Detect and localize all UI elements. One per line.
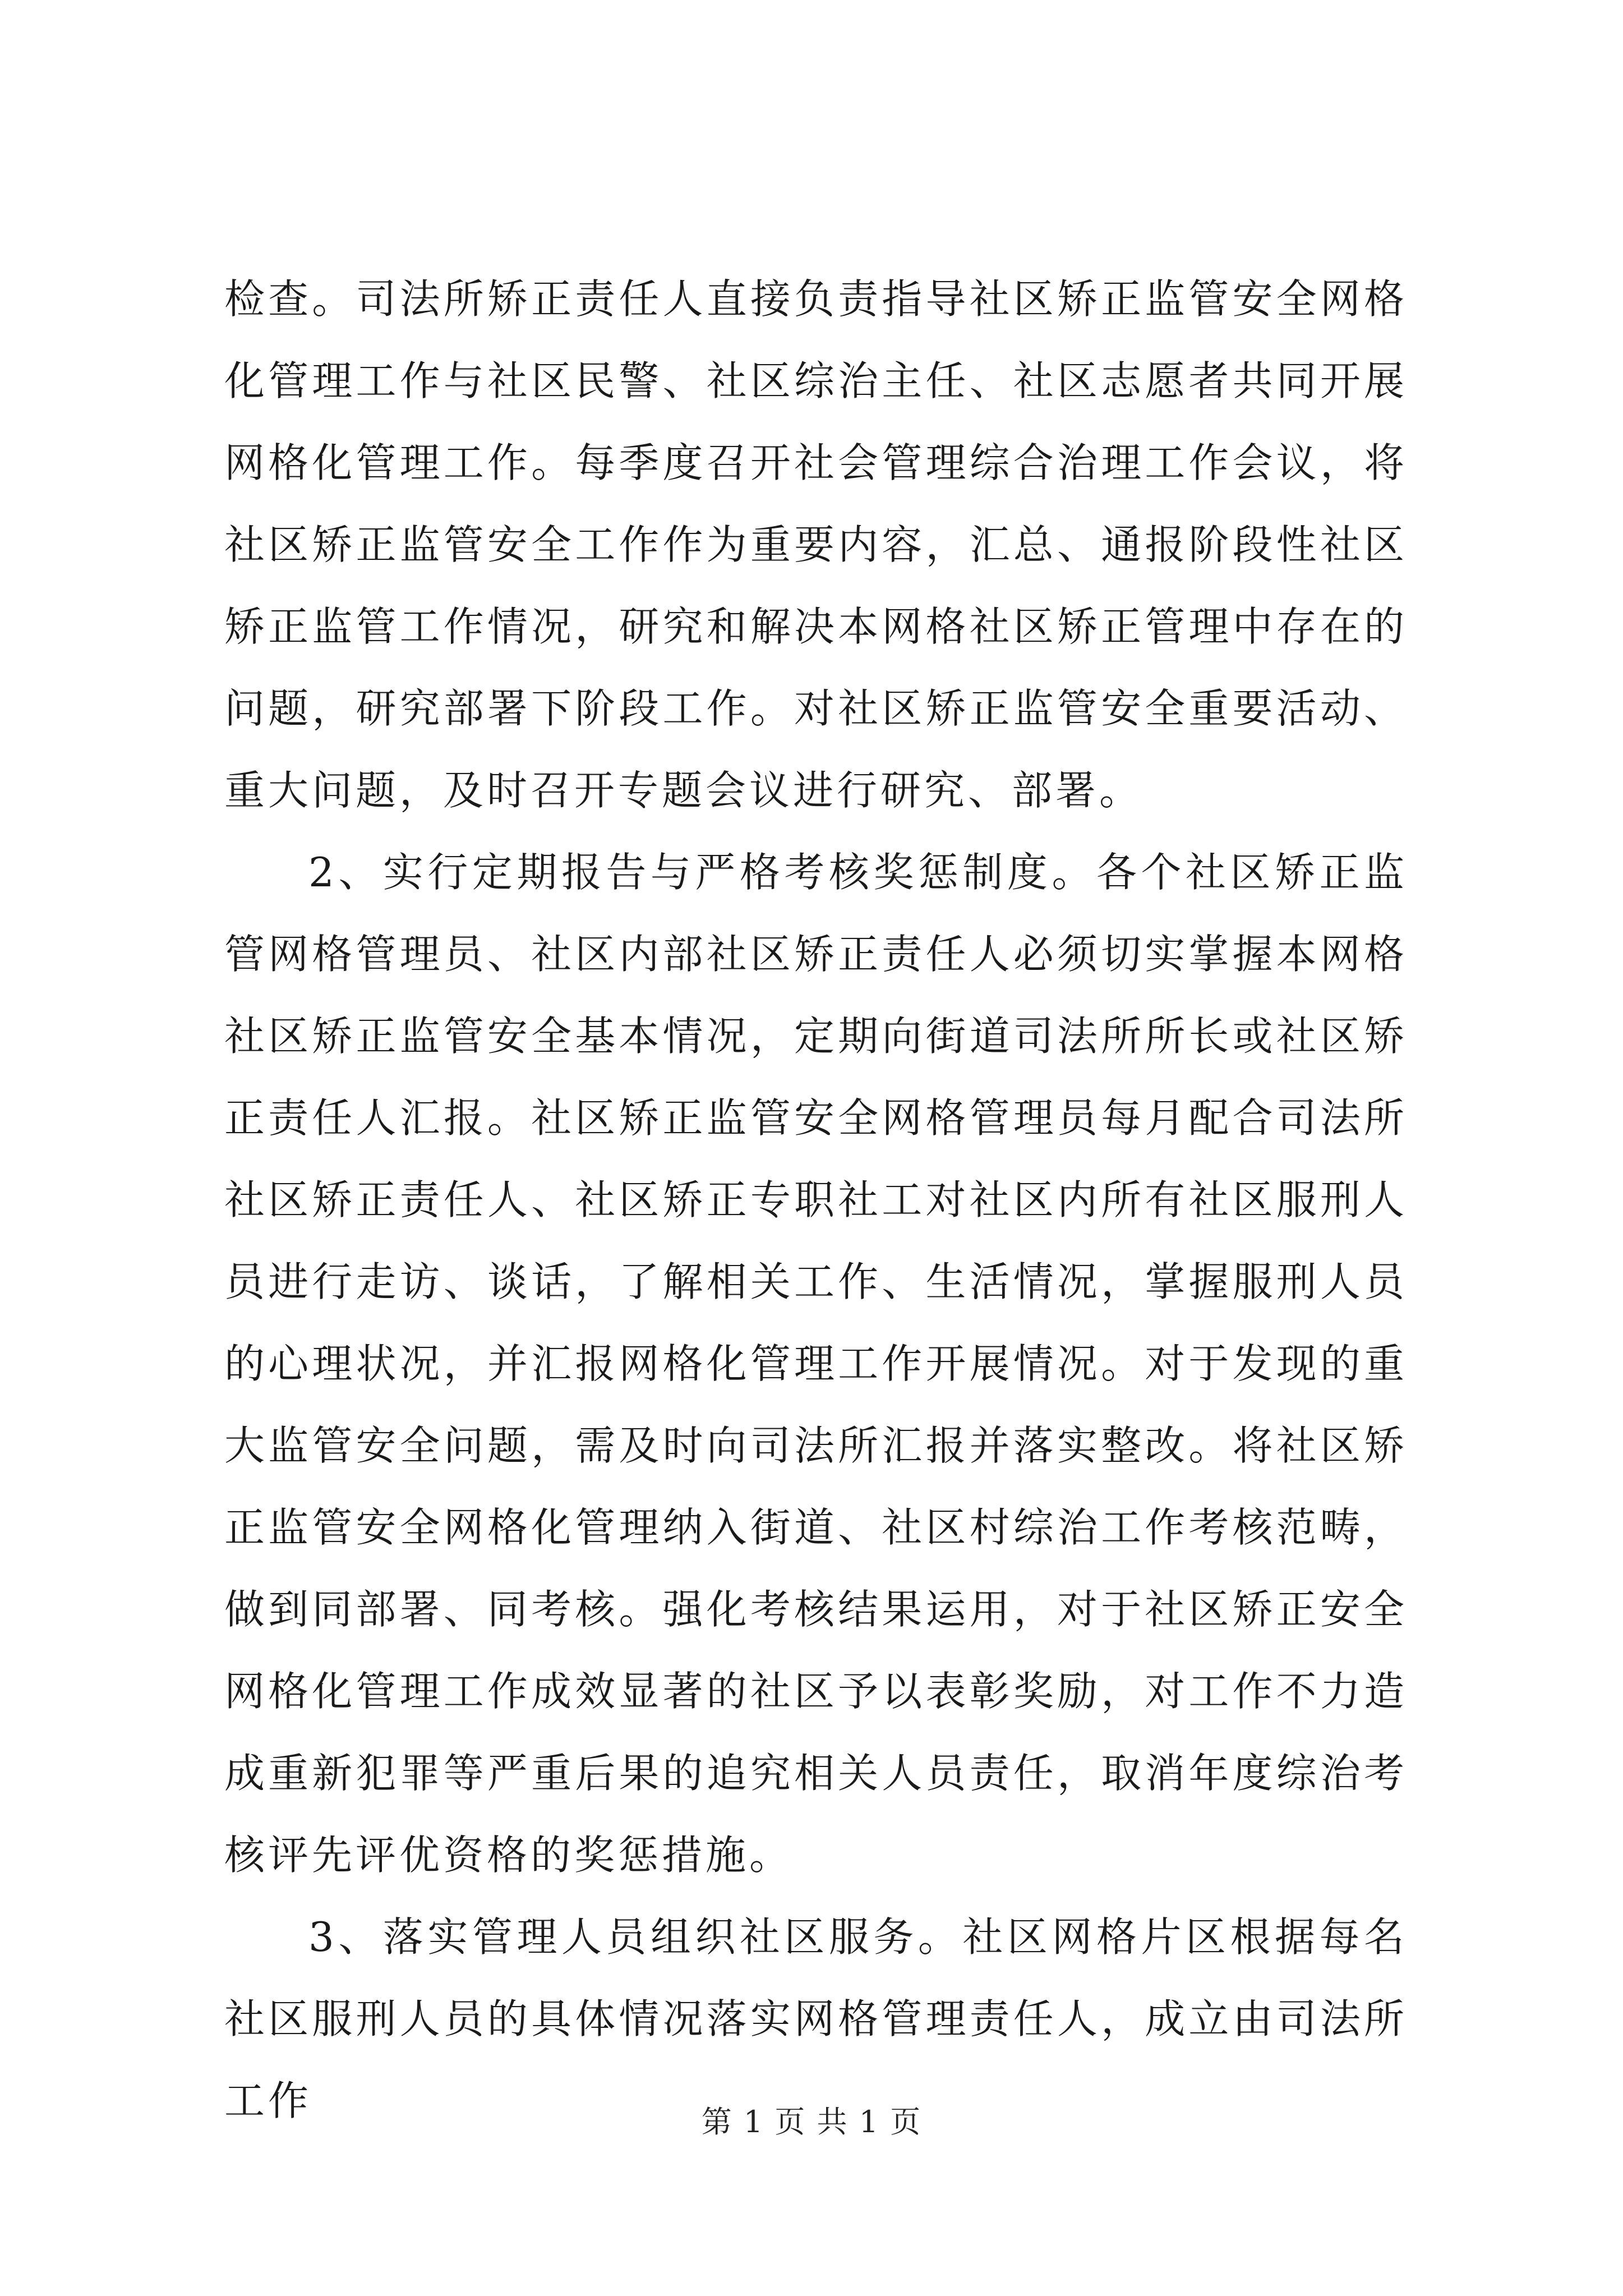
page-number-footer: 第 1 页 共 1 页 [701,2104,922,2139]
document-body [224,258,1408,2142]
paragraph-1: 检查。司法所矫正责任人直接负责指导社区矫正监管安全网格化管理工作与社区民警、社区综治主任、社区志愿者共同开展网格化管理工作。每季度召开社会管理综合治理工作会议，将社区矫正监管安全工作作为重要内容，汇总、通报阶段性社区矫正监管工作情况，研究和解决本网格社区矫正管理中存在的问题，研究部署下阶段工作。对社区矫正监管安全重要活动、重大问题，及时召开专题会议进行研究、部署。 [224,275,1408,814]
paragraph-3: 3、落实管理人员组织社区服务。社区网格片区根据每名社区服刑人员的具体情况落实网格管理责任人，成立由司法所工作 [224,1913,1408,2124]
paragraph-2: 2、实行定期报告与严格考核奖惩制度。各个社区矫正监管网格管理员、社区内部社区矫正责任人必须切实掌握本网格社区矫正监管安全基本情况，定期向街道司法所所长或社区矫正责任人汇报。社区矫正监管安全网格管理员每月配合司法所社区矫正责任人、社区矫正专职社工对社区内所有社区服刑人员进行走访、谈话，了解相关工作、生活情况，掌握服刑人员的心理状况，并汇报网格化管理工作开展情况。对于发现的重大监管安全问题，需及时向司法所汇报并落实整改。将社区矫正监管安全网格化管理纳入街道、社区村综治工作考核范畴，做到同部署、同考核。强化考核结果运用，对于社区矫正安全网格化管理工作成效显著的社区予以表彰奖励，对工作不力造成重新犯罪等严重后果的追究相关人员责任，取消年度综治考核评先评优资格的奖惩措施。 [224,849,1408,1879]
